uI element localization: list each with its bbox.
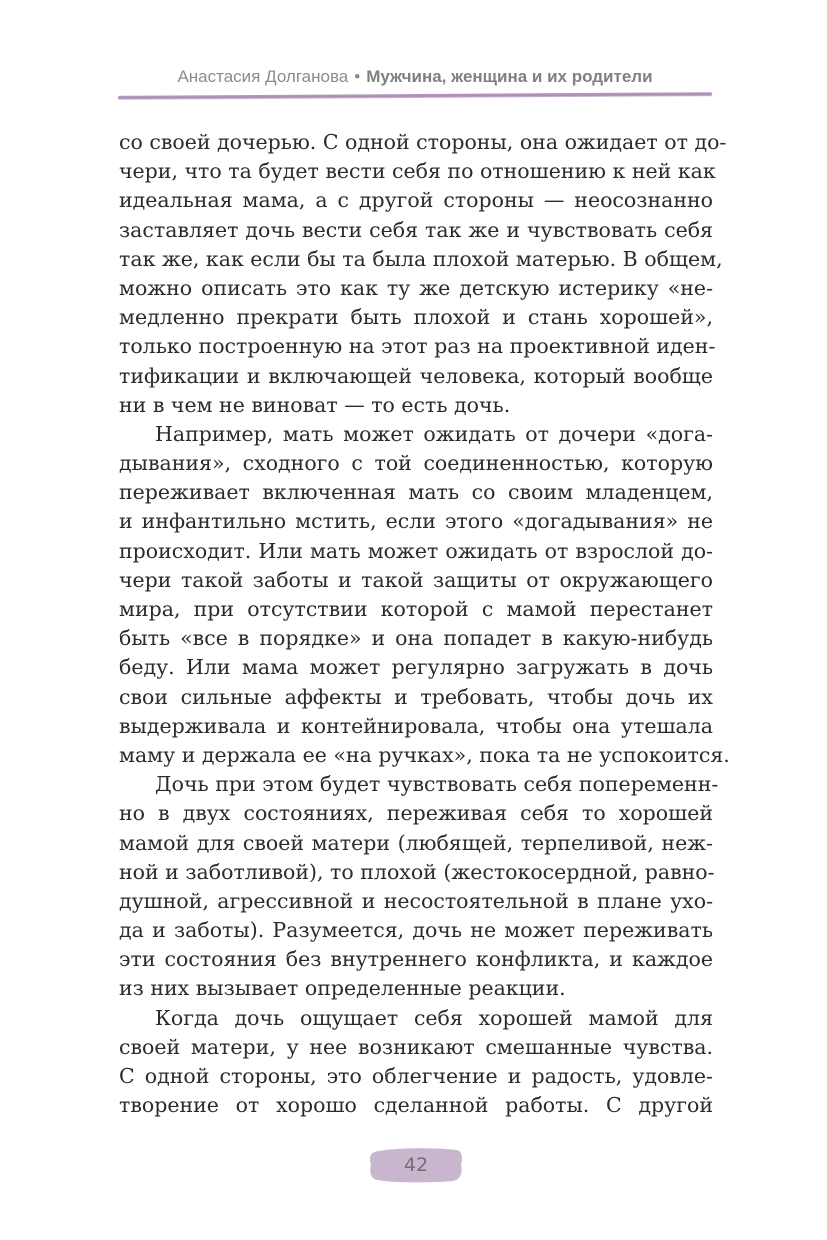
text-line: медленно прекрати быть плохой и стань хорошей», [119,305,713,330]
text-line: чери такой заботы и такой защиты от окружающего [119,567,713,592]
text-line: происходит. Или мать может ожидать от взрослой до- [119,538,713,563]
text-line: творение от хорошо сделанной работы. С другой [119,1093,713,1118]
page-number: 42 [403,1154,429,1176]
text-line: ной и заботливой), то плохой (жестокосердной, равно- [119,859,715,884]
header-text [118,66,712,88]
text-line: и инфантильно мстить, если этого «догадывания» не [119,509,713,534]
text-line: дывания», сходного с той соединенностью, которую [119,451,713,476]
text-line: только построенную на этот раз на проективной иден- [119,334,716,359]
text-line: быть «все в порядке» и она попадет в какую-нибудь [119,626,713,651]
text-line: тификации и включающей человека, который вообще [119,363,713,388]
text-line: заставляет дочь вести себя так же и чувствовать себя [119,217,713,242]
header-separator: • [354,67,361,86]
text-line: С одной стороны, это облегчение и радость, удовле- [119,1064,713,1088]
text-line: идеальная мама, а с другой стороны — неосознанно [119,188,713,213]
text-line: свои сильные аффекты и требовать, чтобы дочь их [119,684,713,709]
text-line: чери, что та будет вести себя по отношению к ней как [119,159,716,184]
text-line: из них вызывает определенные реакции. [119,976,566,1001]
text-line: эти состояния без внутреннего конфликта, и каждое [119,947,713,972]
text-line: ни в чем не виноват — то есть дочь. [119,392,511,417]
text-line: мамой для своей матери (любящей, терпеливой, неж- [119,830,713,855]
header-author: Анастасия Долганова [177,67,349,86]
text-line: беду. Или мама может регулярно загружать в дочь [119,655,713,680]
text-line: Например, мать может ожидать от дочери «дога- [155,421,713,446]
text-line: выдерживала и контейнировала, чтобы она утешала [119,713,713,738]
text-line: душной, агрессивной и несостоятельной в плане ухо- [119,888,713,913]
text-line: Когда дочь ощущает себя хорошей мамой для [155,1005,713,1030]
header-book-title: Мужчина, женщина и их родители [366,67,653,86]
text-line: можно описать это как ту же детскую истерику «не- [119,275,713,300]
page-number-badge [369,1146,463,1184]
text-line: своей матери, у нее возникают смешанные чувства. [119,1034,713,1059]
text-line: так же, как если бы та была плохой матерью. В общем, [119,246,723,271]
text-line: да и заботы). Разумеется, дочь не может переживать [119,918,713,943]
text-line: Дочь при этом будет чувствовать себя попеременн- [155,772,719,797]
body-text [119,128,730,1120]
text-line: со своей дочерью. С одной стороны, она ожидает от до- [119,130,727,154]
text-line: но в двух состояниях, переживая себя то хорошей [119,801,713,826]
text-line: переживает включенная мать со своим младенцем, [119,480,713,505]
text-line: маму и держала ее «на ручках», пока та не успокоится. [119,742,730,767]
running-header [118,66,712,100]
header-rule [118,92,712,100]
text-line: мира, при отсутствии которой с мамой перестанет [119,597,713,621]
